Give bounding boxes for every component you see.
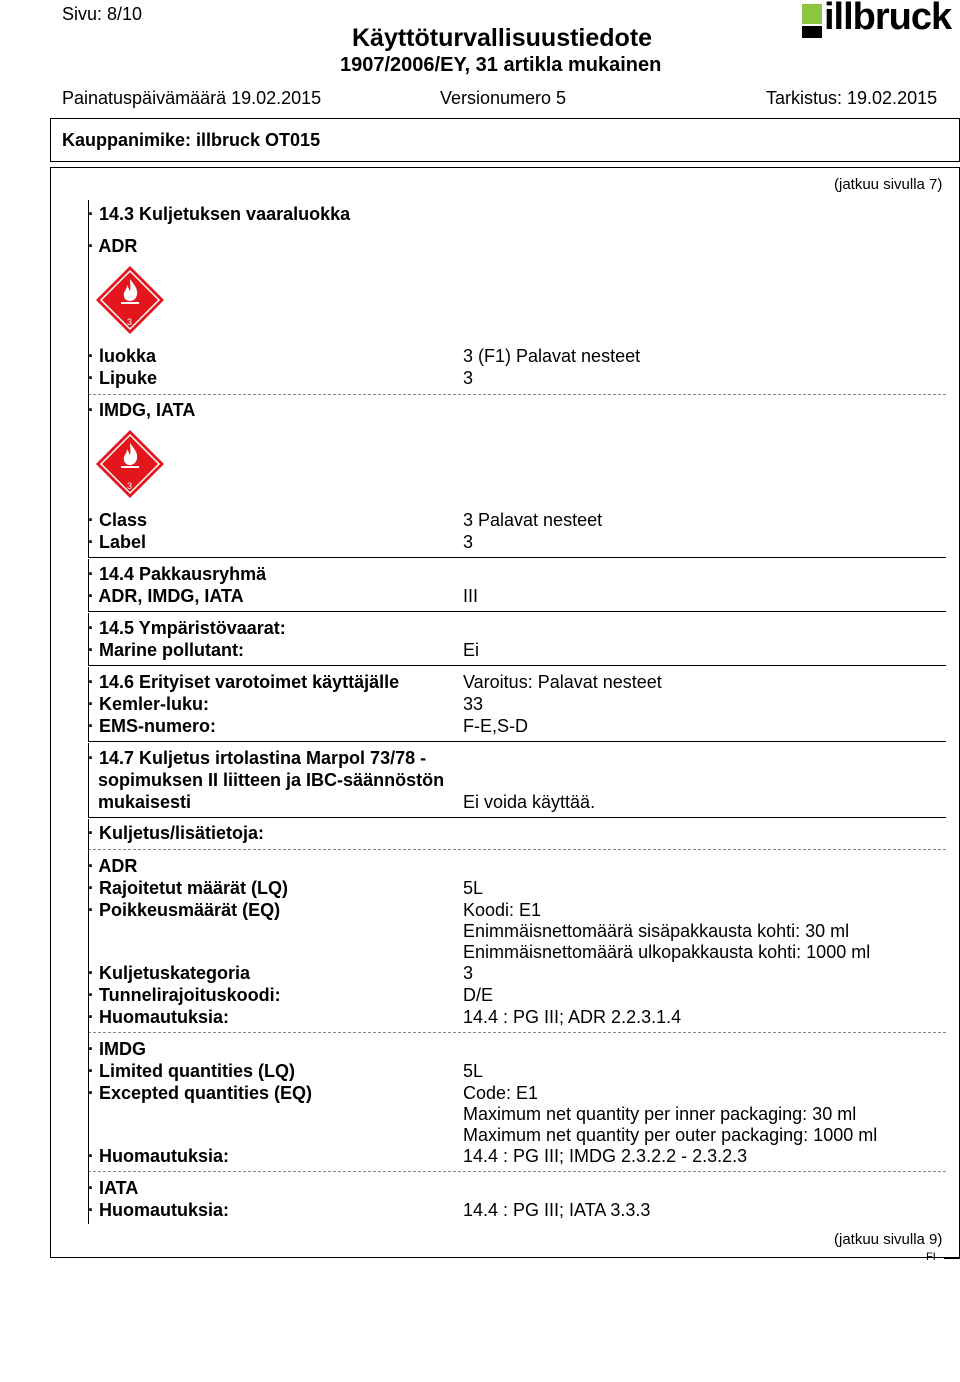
bulk-transport-value: Ei voida käyttää.: [463, 792, 596, 812]
adr-tunnel-label: · Tunnelirajoituskoodi:: [88, 985, 281, 1005]
revision-date: Tarkistus: 19.02.2015: [766, 88, 938, 108]
adr-eq-value1: Koodi: E1: [463, 900, 542, 920]
section-14-7-title-line1: · 14.7 Kuljetus irtolastina Marpol 73/78 -: [88, 748, 427, 768]
section-bar: [88, 559, 89, 611]
imdg-note-label: · Huomautuksia:: [88, 1146, 230, 1166]
adr-eq-label: · Poikkeusmäärät (EQ): [88, 900, 281, 920]
version-number: Versionumero 5: [440, 88, 567, 108]
section-divider: [88, 817, 946, 818]
lipuke-label: · Lipuke: [88, 368, 158, 388]
section-bar: [88, 819, 89, 1224]
hazard-diamond-adr: [95, 265, 165, 335]
iata-note-value: 14.4 : PG III; IATA 3.3.3: [463, 1200, 651, 1220]
imdg-eq-value3: Maximum net quantity per outer packaging: 1000 ml: [463, 1125, 878, 1145]
ems-label: · EMS-numero:: [88, 716, 216, 736]
section-14-6-title: · 14.6 Erityiset varotoimet käyttäjälle: [88, 672, 400, 692]
continued-to: (jatkuu sivulla 9): [834, 1231, 943, 1248]
section-14-7-title-line3: mukaisesti: [98, 792, 192, 812]
marine-pollutant-value: Ei: [463, 640, 480, 660]
adr-tunnel-value: D/E: [463, 985, 494, 1005]
luokka-label: · luokka: [88, 346, 157, 366]
imdg-eq-value1: Code: E1: [463, 1083, 539, 1103]
dashed-divider: [88, 1032, 946, 1033]
lipuke-value: 3: [463, 368, 474, 388]
adr-extra-heading: · ADR: [88, 856, 138, 876]
iata-extra-heading: · IATA: [88, 1178, 139, 1198]
trade-name: Kauppanimike: illbruck OT015: [62, 130, 321, 150]
transport-extra-title: · Kuljetus/lisätietoja:: [88, 823, 265, 843]
ems-value: F-E,S-D: [463, 716, 528, 736]
continued-from: (jatkuu sivulla 7): [834, 176, 943, 193]
section-14-7-title-line2: sopimuksen II liitteen ja IBC-säännöstön: [98, 770, 445, 790]
language-code: FI: [926, 1251, 936, 1263]
imdg-lq-label: · Limited quantities (LQ): [88, 1061, 295, 1081]
packing-group-label: · ADR, IMDG, IATA: [88, 586, 244, 606]
document-title: Käyttöturvallisuustiedote: [352, 24, 653, 52]
section-bar: [88, 667, 89, 741]
document-subtitle: 1907/2006/EY, 31 artikla mukainen: [340, 54, 662, 76]
section-14-4-title: · 14.4 Pakkausryhmä: [88, 564, 267, 584]
imdg-note-value: 14.4 : PG III; IMDG 2.3.2.2 - 2.3.2.3: [463, 1146, 748, 1166]
adr-note-label: · Huomautuksia:: [88, 1007, 230, 1027]
dashed-divider: [88, 394, 946, 395]
class-value: 3 Palavat nesteet: [463, 510, 603, 530]
marine-pollutant-label: · Marine pollutant:: [88, 640, 244, 660]
adr-eq-value2: Enimmäisnettomäärä sisäpakkausta kohti: 30 ml: [463, 921, 850, 941]
label-label: · Label: [88, 532, 147, 552]
diamond-number: 3: [127, 481, 133, 491]
adr-heading: · ADR: [88, 236, 138, 256]
adr-note-value: 14.4 : PG III; ADR 2.2.3.1.4: [463, 1007, 682, 1027]
adr-lq-value: 5L: [463, 878, 484, 898]
section-bar: [88, 613, 89, 665]
footer-rule: [944, 1258, 960, 1259]
page-number: Sivu: 8/10: [62, 4, 143, 24]
logo-text: illbruck: [824, 0, 952, 38]
label-value: 3: [463, 532, 474, 552]
imdg-eq-label: · Excepted quantities (EQ): [88, 1083, 313, 1103]
adr-category-label: · Kuljetuskategoria: [88, 963, 251, 983]
imdg-eq-value2: Maximum net quantity per inner packaging: 30 ml: [463, 1104, 857, 1124]
section-bar: [88, 200, 89, 557]
section-divider: [88, 741, 946, 742]
special-precautions-value: Varoitus: Palavat nesteet: [463, 672, 662, 692]
luokka-value: 3 (F1) Palavat nesteet: [463, 346, 641, 366]
class-label: · Class: [88, 510, 148, 530]
print-date: Painatuspäivämäärä 19.02.2015: [62, 88, 322, 108]
adr-lq-label: · Rajoitetut määrät (LQ): [88, 878, 289, 898]
section-bar: [88, 743, 89, 817]
packing-group-value: III: [463, 586, 479, 606]
dashed-divider: [88, 1171, 946, 1172]
diamond-number: 3: [127, 317, 133, 327]
section-divider: [88, 665, 946, 666]
imdg-lq-value: 5L: [463, 1061, 484, 1081]
kemler-value: 33: [463, 694, 484, 714]
adr-eq-value3: Enimmäisnettomäärä ulkopakkausta kohti: 1000 ml: [463, 942, 871, 962]
section-14-3-title: · 14.3 Kuljetuksen vaaraluokka: [88, 204, 351, 224]
imdg-extra-heading: · IMDG: [88, 1039, 146, 1059]
section-14-5-title: · 14.5 Ympäristövaarat:: [88, 618, 286, 638]
imdg-iata-heading: · IMDG, IATA: [88, 400, 196, 420]
kemler-label: · Kemler-luku:: [88, 694, 210, 714]
company-logo: [800, 2, 960, 40]
adr-category-value: 3: [463, 963, 474, 983]
section-divider: [88, 557, 946, 558]
iata-note-label: · Huomautuksia:: [88, 1200, 230, 1220]
hazard-diamond-imdg: [95, 429, 165, 499]
dashed-divider: [88, 849, 946, 850]
section-divider: [88, 611, 946, 612]
